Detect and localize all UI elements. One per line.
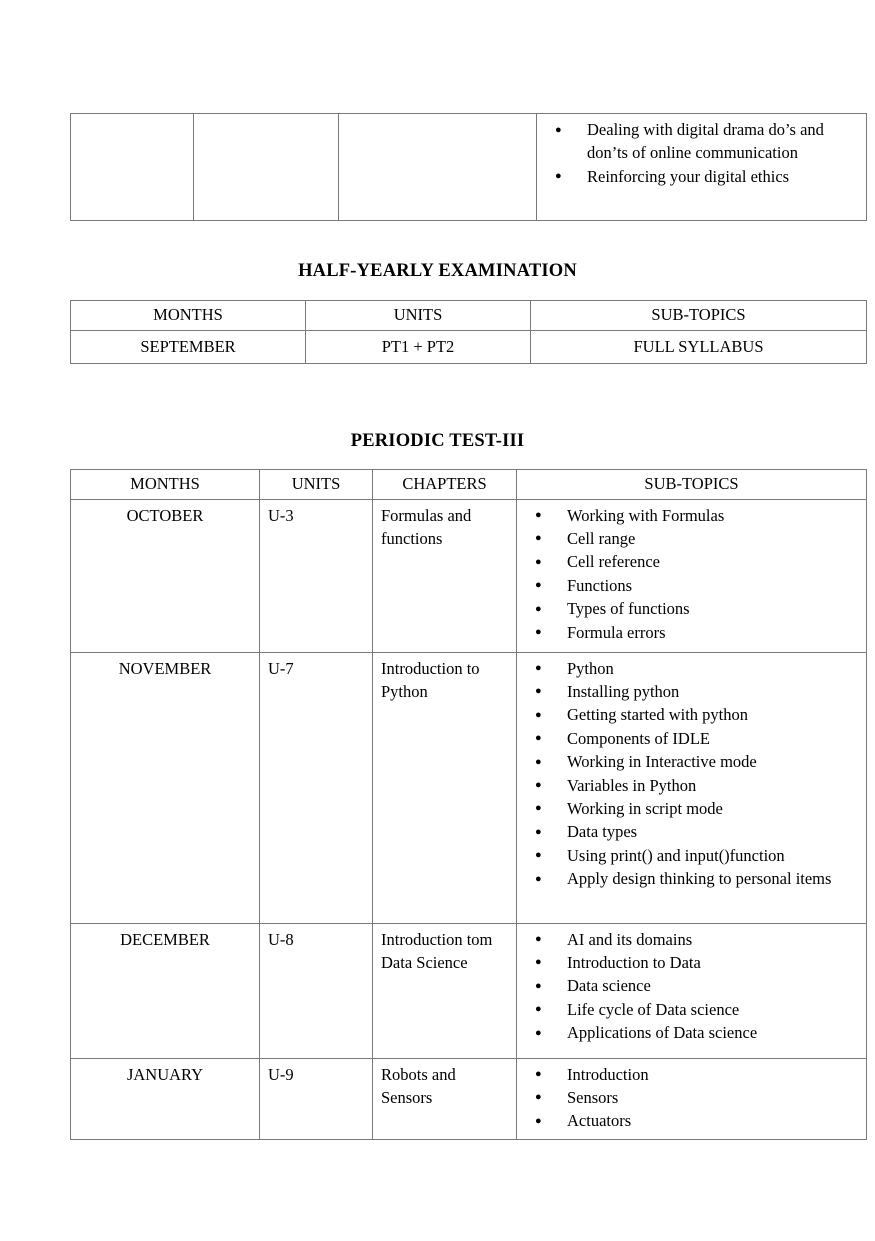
column-header-units: UNITS [260,470,373,500]
cell-chapters [339,114,537,221]
table-header-row [71,470,867,500]
list-item: ● Variables in Python [517,774,862,797]
cell-months: OCTOBER [71,499,260,652]
list-item: ● Python [517,657,862,680]
list-item: ● Applications of Data science [517,1021,862,1044]
cell-months [71,114,194,221]
cell-months: NOVEMBER [71,652,260,923]
list-item: ● Apply design thinking to personal items [517,867,862,890]
list-item: ● Components of IDLE [517,727,862,750]
table-row [71,330,867,363]
cell-subtopics [537,114,867,221]
cell-months: DECEMBER [71,923,260,1058]
list-item: ● Reinforcing your digital ethics [537,165,862,188]
cell-subtopics [517,1058,867,1139]
subtopics-list [517,924,866,1051]
half-yearly-table [70,300,867,364]
periodic-test-3-table [70,469,867,1140]
table-header-row [71,301,867,331]
table-row [71,652,867,923]
cell-units: U-9 [260,1058,373,1139]
cell-subtopics: FULL SYLLABUS [531,330,867,363]
cell-chapters: Introduction to Python [373,652,517,923]
cell-subtopics [517,499,867,652]
cell-chapters: Introduction tom Data Science [373,923,517,1058]
cell-chapters: Robots and Sensors [373,1058,517,1139]
list-item: ● Data science [517,974,862,997]
list-item: ● Cell range [517,527,862,550]
cell-units: PT1 + PT2 [306,330,531,363]
table-row [71,114,867,221]
heading-half-yearly-examination: HALF-YEARLY EXAMINATION [298,261,577,281]
list-item: ● Formula errors [517,621,862,644]
list-item: ● AI and its domains [517,928,862,951]
column-header-chapters: CHAPTERS [373,470,517,500]
list-item: ● Actuators [517,1109,862,1132]
list-item: ● Functions [517,574,862,597]
list-item: ● Installing python [517,680,862,703]
column-header-subtopics: SUB-TOPICS [517,470,867,500]
subtopics-list [517,653,866,897]
table-row [71,1058,867,1139]
list-item: ● Working with Formulas [517,504,862,527]
cell-subtopics [517,652,867,923]
column-header-months: MONTHS [71,470,260,500]
list-item: ● Working in Interactive mode [517,750,862,773]
cell-units: U-7 [260,652,373,923]
list-item: ● Types of functions [517,597,862,620]
subtopics-list [517,1059,866,1139]
list-item: ● Life cycle of Data science [517,998,862,1021]
list-item: ● Dealing with digital drama do’s and don’ts of online communication [537,118,862,165]
cell-units [194,114,339,221]
cell-units: U-8 [260,923,373,1058]
subtopics-list [517,500,866,650]
list-item: ● Getting started with python [517,703,862,726]
subtopics-list [537,114,866,194]
heading-periodic-test-3: PERIODIC TEST-III [350,431,525,451]
list-item: ● Cell reference [517,550,862,573]
column-header-units: UNITS [306,301,531,331]
cell-months: SEPTEMBER [71,330,306,363]
list-item: ● Working in script mode [517,797,862,820]
list-item: ● Introduction to Data [517,951,862,974]
table-row [71,923,867,1058]
list-item: ● Introduction [517,1063,862,1086]
list-item: ● Sensors [517,1086,862,1109]
column-header-subtopics: SUB-TOPICS [531,301,867,331]
cell-chapters: Formulas and functions [373,499,517,652]
table-row [71,499,867,652]
cell-subtopics [517,923,867,1058]
list-item: ● Using print() and input()function [517,844,862,867]
cell-units: U-3 [260,499,373,652]
cell-months: JANUARY [71,1058,260,1139]
list-item: ● Data types [517,820,862,843]
continued-table-fragment [70,113,867,221]
column-header-months: MONTHS [71,301,306,331]
